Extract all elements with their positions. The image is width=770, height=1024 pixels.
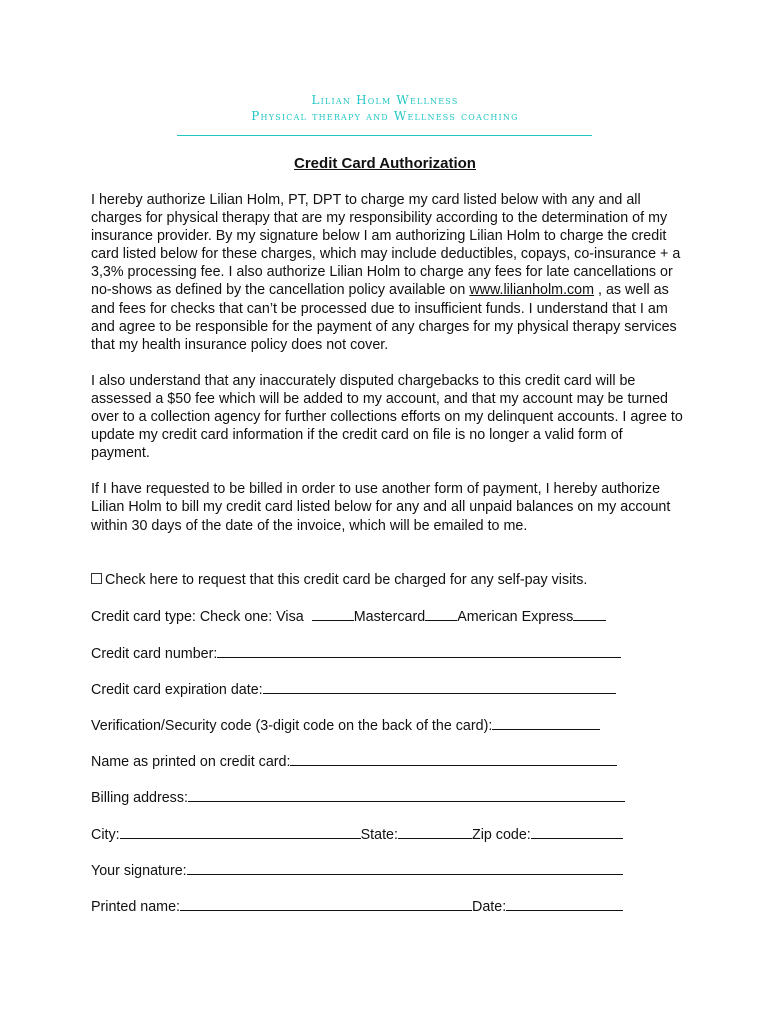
- zip-label: Zip code:: [471, 827, 531, 843]
- city-state-zip-row: [91, 826, 623, 843]
- name-on-card-row: [91, 753, 617, 770]
- card-type-row: [91, 608, 606, 625]
- city-label: City:: [91, 827, 120, 843]
- document-body: [91, 191, 683, 553]
- card-type-label: Credit card type: Check one: Visa: [91, 609, 304, 625]
- security-code-row: [91, 717, 600, 734]
- card-number-label: Credit card number:: [91, 646, 218, 662]
- date-field[interactable]: [506, 898, 623, 911]
- name-on-card-label: Name as printed on credit card:: [91, 754, 291, 770]
- signature-label: Your signature:: [91, 863, 187, 879]
- visa-blank[interactable]: [312, 608, 354, 621]
- date-label: Date:: [472, 899, 507, 915]
- billing-address-label: Billing address:: [91, 790, 188, 806]
- paragraph-text: , as well as and fees for checks that can’t be processed due to insufficient funds. I understand that I am and agree to be responsible for the payment of any charges for my physical therapy services that my health insurance policy does not cover.: [91, 282, 677, 353]
- card-number-row: [91, 645, 621, 662]
- zip-field[interactable]: [531, 826, 623, 839]
- self-pay-checkbox-row[interactable]: [91, 572, 587, 588]
- mastercard-blank[interactable]: [425, 608, 457, 621]
- expiration-row: [91, 681, 616, 698]
- billing-address-row: [91, 789, 625, 806]
- billing-paragraph: If I have requested to be billed in order to use another form of payment, I hereby authorize Lilian Holm to bill my credit card listed below for any and all unpaid balances on my account within 30 days of the date of the invoice, which will be emailed to me.: [91, 481, 671, 534]
- header-divider: [177, 135, 592, 136]
- brand-tagline: Physical therapy and Wellness coaching: [251, 109, 519, 123]
- billing-address-field[interactable]: [188, 789, 625, 802]
- security-code-label: Verification/Security code (3-digit code on the back of the card):: [91, 718, 493, 734]
- security-code-field[interactable]: [492, 717, 600, 730]
- document-title: Credit Card Authorization: [294, 155, 476, 172]
- chargeback-paragraph: I also understand that any inaccurately disputed chargebacks to this credit card will be assessed a $50 fee which will be added to my account, and that my account may be turned over to a collection agency for further collections efforts on my delinquent accounts. I agree to update my credit card information if the credit card on file is no longer a valid form of payment.: [91, 372, 683, 462]
- signature-field[interactable]: [187, 862, 623, 875]
- website-link[interactable]: www.lilianholm.com: [469, 282, 595, 299]
- card-number-field[interactable]: [217, 645, 621, 658]
- name-on-card-field[interactable]: [290, 753, 617, 766]
- expiration-field[interactable]: [263, 681, 616, 694]
- amex-label: American Express: [457, 609, 574, 625]
- authorization-paragraph: [91, 191, 683, 354]
- paragraph-text: I hereby authorize Lilian Holm, PT, DPT to charge my card listed below with any and all charges for physical therapy that are my responsibility according to the determination of my insurance provider. By my signature below I am authorizing Lilian Holm to charge the credit card listed below for these charges, which may include deductibles, copays, co-insurance + a 3,3% processing fee. I also authorize Lilian Holm to charge any fees for late cancellations or no-shows as defined by the cancellation policy available on: [91, 192, 681, 299]
- letterhead: [0, 92, 770, 124]
- state-label: State:: [360, 827, 398, 843]
- amex-blank[interactable]: [573, 608, 606, 621]
- city-field[interactable]: [120, 826, 361, 839]
- signature-row: [91, 862, 623, 879]
- expiration-label: Credit card expiration date:: [91, 682, 263, 698]
- printed-name-date-row: [91, 898, 623, 915]
- printed-name-label: Printed name:: [91, 899, 181, 915]
- state-field[interactable]: [398, 826, 472, 839]
- self-pay-checkbox-label: Check here to request that this credit card be charged for any self-pay visits.: [105, 572, 588, 588]
- printed-name-field[interactable]: [180, 898, 472, 911]
- self-pay-checkbox[interactable]: [91, 573, 102, 584]
- mastercard-label: Mastercard: [353, 609, 426, 625]
- brand-name: Lilian Holm Wellness: [311, 93, 459, 107]
